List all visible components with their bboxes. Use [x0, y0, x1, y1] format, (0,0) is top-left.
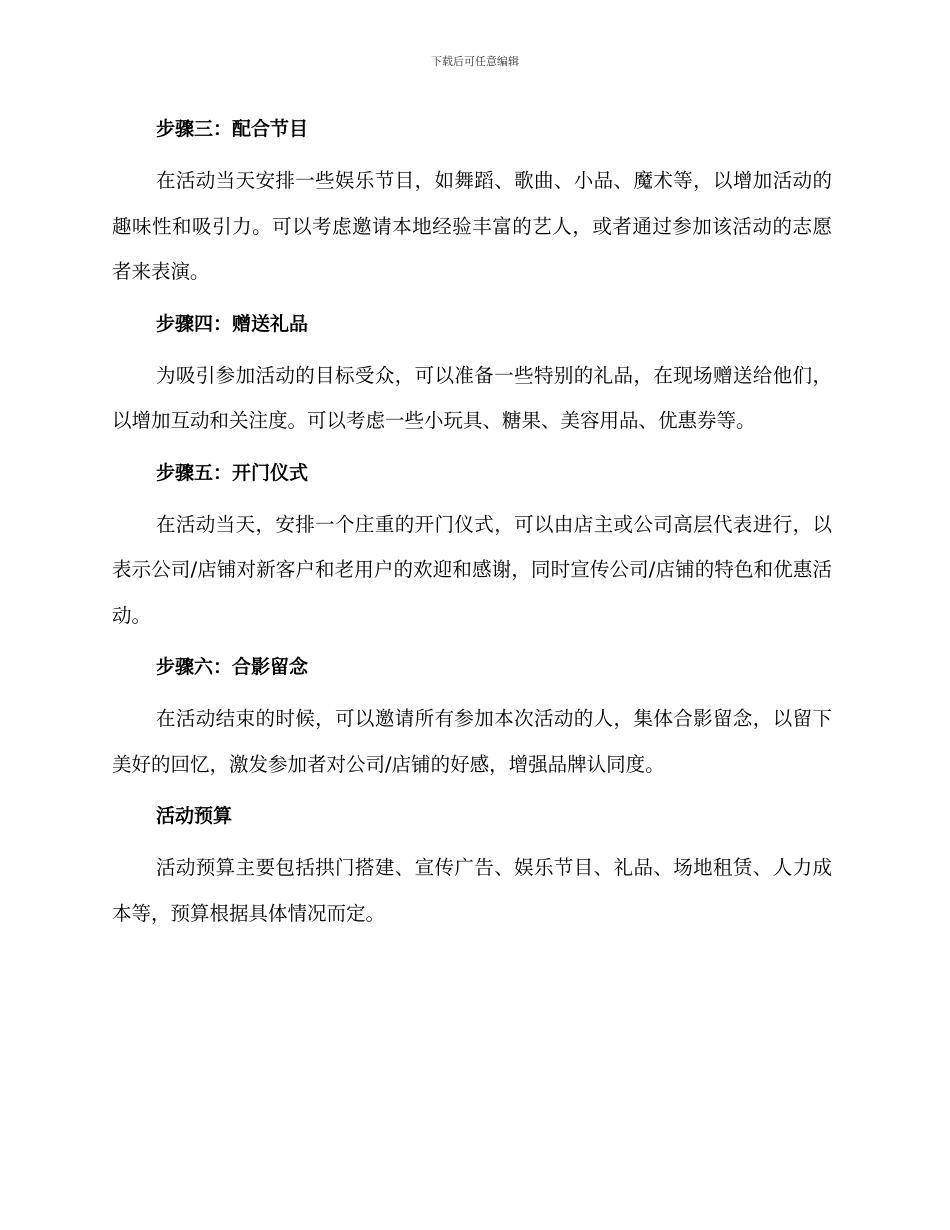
section-paragraph: 在活动结束的时候，可以邀请所有参加本次活动的人，集体合影留念，以留下美好的回忆，激发参加者对公司/店铺的好感，增强品牌认同度。 — [112, 707, 832, 776]
section-step-4 — [112, 307, 832, 444]
section-step-3 — [112, 112, 832, 295]
section-heading: 步骤六：合影留念 — [156, 656, 309, 678]
section-paragraph: 为吸引参加活动的目标受众，可以准备一些特别的礼品，在现场赠送给他们，以增加互动和关注度。可以考虑一些小玩具、糖果、美容用品、优惠券等。 — [112, 363, 832, 432]
section-budget — [112, 799, 832, 936]
section-heading: 步骤五：开门仪式 — [156, 461, 309, 484]
section-heading: 活动预算 — [156, 805, 233, 827]
document-body — [112, 112, 832, 948]
section-paragraph: 在活动当天安排一些娱乐节目，如舞蹈、歌曲、小品、魔术等，以增加活动的趣味性和吸引力。可以考虑邀请本地经验丰富的艺人，或者通过参加该活动的志愿者来表演。 — [112, 169, 832, 283]
section-step-6 — [112, 650, 832, 787]
section-paragraph: 在活动当天，安排一个庄重的开门仪式，可以由店主或公司高层代表进行，以表示公司/店铺对新客户和老用户的欢迎和感谢，同时宣传公司/店铺的特色和优惠活动。 — [112, 512, 832, 627]
section-step-5 — [112, 456, 832, 639]
header-note: 下载后可任意编辑 — [431, 55, 519, 68]
section-heading: 步骤三：配合节目 — [156, 118, 309, 140]
section-heading: 步骤四：赠送礼品 — [156, 312, 309, 335]
section-paragraph: 活动预算主要包括拱门搭建、宣传广告、娱乐节目、礼品、场地租赁、人力成本等，预算根据具体情况而定。 — [112, 856, 832, 925]
